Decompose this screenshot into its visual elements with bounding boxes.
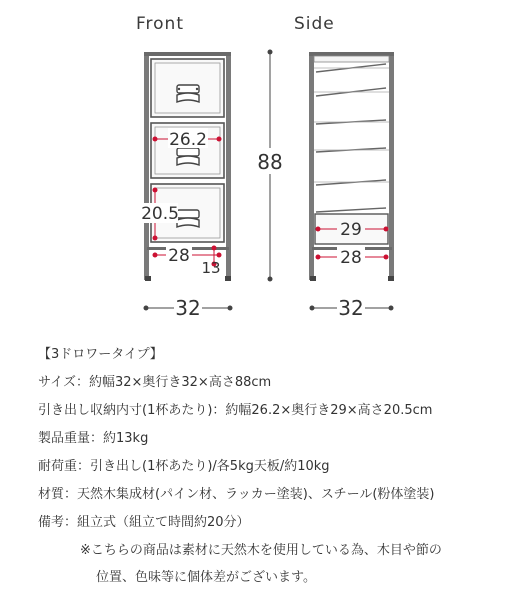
- dim-dot: [268, 277, 273, 282]
- side-view-title: Side: [294, 14, 335, 34]
- side-frame-top: [309, 52, 394, 56]
- side-top-panel: [314, 56, 389, 62]
- spec-notes: 備考：組立式（組立て時間約20分）: [38, 515, 250, 530]
- spec-note-line-2: 位置、色味等に個体差がございます。: [96, 570, 316, 585]
- dim-dot: [384, 227, 389, 232]
- dim-dot: [217, 137, 222, 142]
- dim-dot: [153, 236, 158, 241]
- drawer-handle-icon: [177, 148, 199, 165]
- dim-label-drawer-outer-width: 28: [168, 246, 190, 266]
- front-frame-left-leg: [144, 52, 149, 280]
- front-view: [140, 50, 285, 322]
- spec-drawer-inner: 引き出し収納内寸(1杯あたり)：約幅26.2×奥行き29×高さ20.5cm: [38, 403, 433, 418]
- dim-dot: [384, 255, 389, 260]
- dim-label-front-width: 32: [175, 296, 201, 320]
- spec-material: 材質：天然木集成材(パイン材、ラッカー塗装)、スチール(粉体塗装): [38, 487, 435, 502]
- dim-dot: [212, 246, 217, 251]
- side-frame-left-leg: [309, 52, 314, 280]
- side-foot-right: [388, 276, 394, 281]
- side-view: [309, 52, 394, 321]
- dim-label-shelf-outer-depth: 28: [340, 248, 362, 268]
- drawer-handle-icon: [177, 85, 199, 102]
- side-rails-inner: [314, 68, 389, 182]
- dim-dot: [153, 188, 158, 193]
- dim-dot: [268, 50, 273, 55]
- dim-dot: [217, 253, 222, 258]
- front-frame-right-leg: [226, 52, 231, 280]
- dim-label-drawer-inner-width: 26.2: [169, 130, 207, 150]
- dim-label-drawer-inner-height: 20.5: [141, 204, 179, 224]
- dim-dot: [310, 306, 315, 311]
- dim-dot: [144, 306, 149, 311]
- dim-label-drawer-depth: 13: [201, 259, 221, 277]
- dim-dot: [153, 137, 158, 142]
- type-heading: 【3ドロワータイプ】: [38, 347, 163, 362]
- spec-weight: 製品重量：約13kg: [38, 431, 149, 446]
- dim-label-height: 88: [257, 150, 283, 174]
- side-frame-right-leg: [389, 52, 394, 280]
- dim-dot: [316, 255, 321, 260]
- spec-note-line-1: ※こちらの商品は素材に天然木を使用している為、木目や節の: [80, 543, 442, 558]
- dim-dot: [153, 253, 158, 258]
- drawer-handle-icon: [177, 210, 199, 227]
- side-foot-left: [310, 276, 316, 281]
- dim-dot: [389, 306, 394, 311]
- side-rails: [316, 64, 386, 212]
- front-frame-top: [144, 52, 231, 56]
- spec-size: サイズ：約幅32×奥行き32×高さ88cm: [38, 375, 272, 390]
- dim-dot: [228, 306, 233, 311]
- dim-label-shelf-inner-depth: 29: [340, 220, 362, 240]
- dim-label-side-depth: 32: [338, 296, 364, 320]
- front-foot-right: [225, 276, 231, 281]
- front-view-title: Front: [136, 14, 184, 34]
- spec-load: 耐荷重：引き出し(1杯あたり)/各5kg天板/約10kg: [38, 459, 330, 474]
- front-foot-left: [145, 276, 151, 281]
- dim-dot: [316, 227, 321, 232]
